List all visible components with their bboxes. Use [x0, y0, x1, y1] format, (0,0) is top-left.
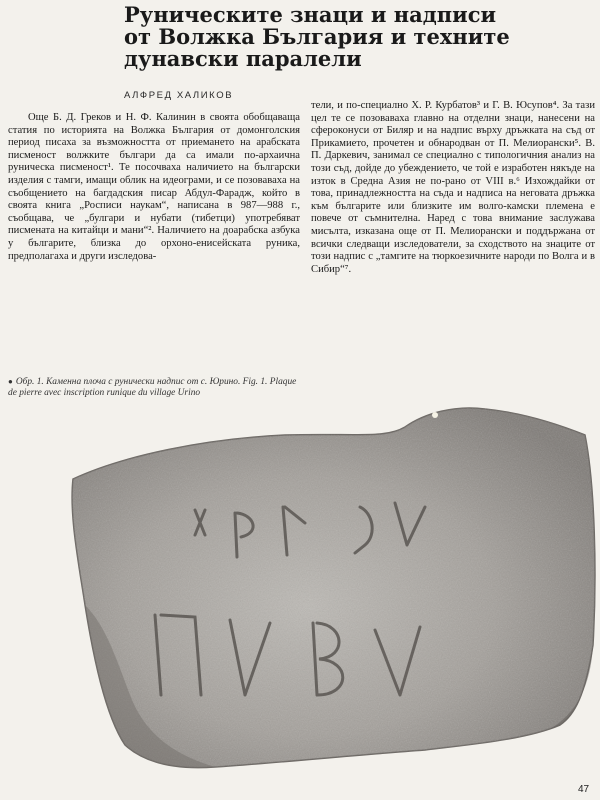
right-column [311, 100, 595, 276]
body-paragraph: тели, и по-специално Х. Р. Курбатов³ и Г. В. Юсупов⁴. За тази цел те се позоваваха главно на отделни знаци, нанесени на сфероконуси от Биляр и на надпис върху дръжката на съд от Прикамието, прочетен и обнародван от П. Мелиорански⁵. В. П. Даркевич, занимал се специално с типологичния анализ на този съд, дойде до убеждението, че той е изработен някъде на изток в Средна Азия не по-рано от VIII в.⁶ Изхождайки от това, принадлежността на съда и надписа на неговата дръжка към българите или близките им волго-камски племена е повече от съмнителна. Наред с това внимание заслужава мисълта, изказана още от П. Мелиорански и поддържана от всички следващи изследователи, за сходството на знаците от този надпис с „тамгите на тюркоезичните народи по Волга и в Сибир“⁷. [311, 100, 595, 275]
author-name: АЛФРЕД ХАЛИКОВ [124, 90, 234, 101]
article-title [124, 4, 584, 70]
title-line: Руническите знаци и надписи [124, 2, 497, 27]
page-number: 47 [578, 784, 590, 795]
caption-text: Обр. 1. Каменна плоча с рунически надпис от с. Юрино. Fig. 1. Plaque de pierre avec inscription runique du village Urino [8, 377, 297, 399]
stone-texture [72, 408, 595, 768]
title-line: от Волжка България и техните [124, 24, 510, 49]
title-line: дунавски паралели [124, 46, 362, 71]
left-column [8, 112, 300, 263]
stone-plaque-photo [55, 395, 600, 775]
stone-speck [432, 412, 438, 418]
body-paragraph: Още Б. Д. Греков и Н. Ф. Калинин в своята обобщаваща статия по историята на Волжка България от домонголския период писаха за възможността от приемането на арабската писменост волжките българи да са имали по-архаична руническа писменост¹. Те посочваха наличието на български изделия с тамги, имащи облик на идеограми, и се позоваваха на съобщението на багдадския писар Абдул-Фарадж, който в своята книга „Росписи наукам“, написана в 987—988 г., съобщава, че „булгари и нубати (тибетци) употребяват писмената на китайци и мани“². Наличието на доарабска азбука у българите, близка до орхоно-енисейската руника, предполагаха и други изследова- [8, 112, 300, 262]
caption-bullet: ● [8, 377, 13, 386]
